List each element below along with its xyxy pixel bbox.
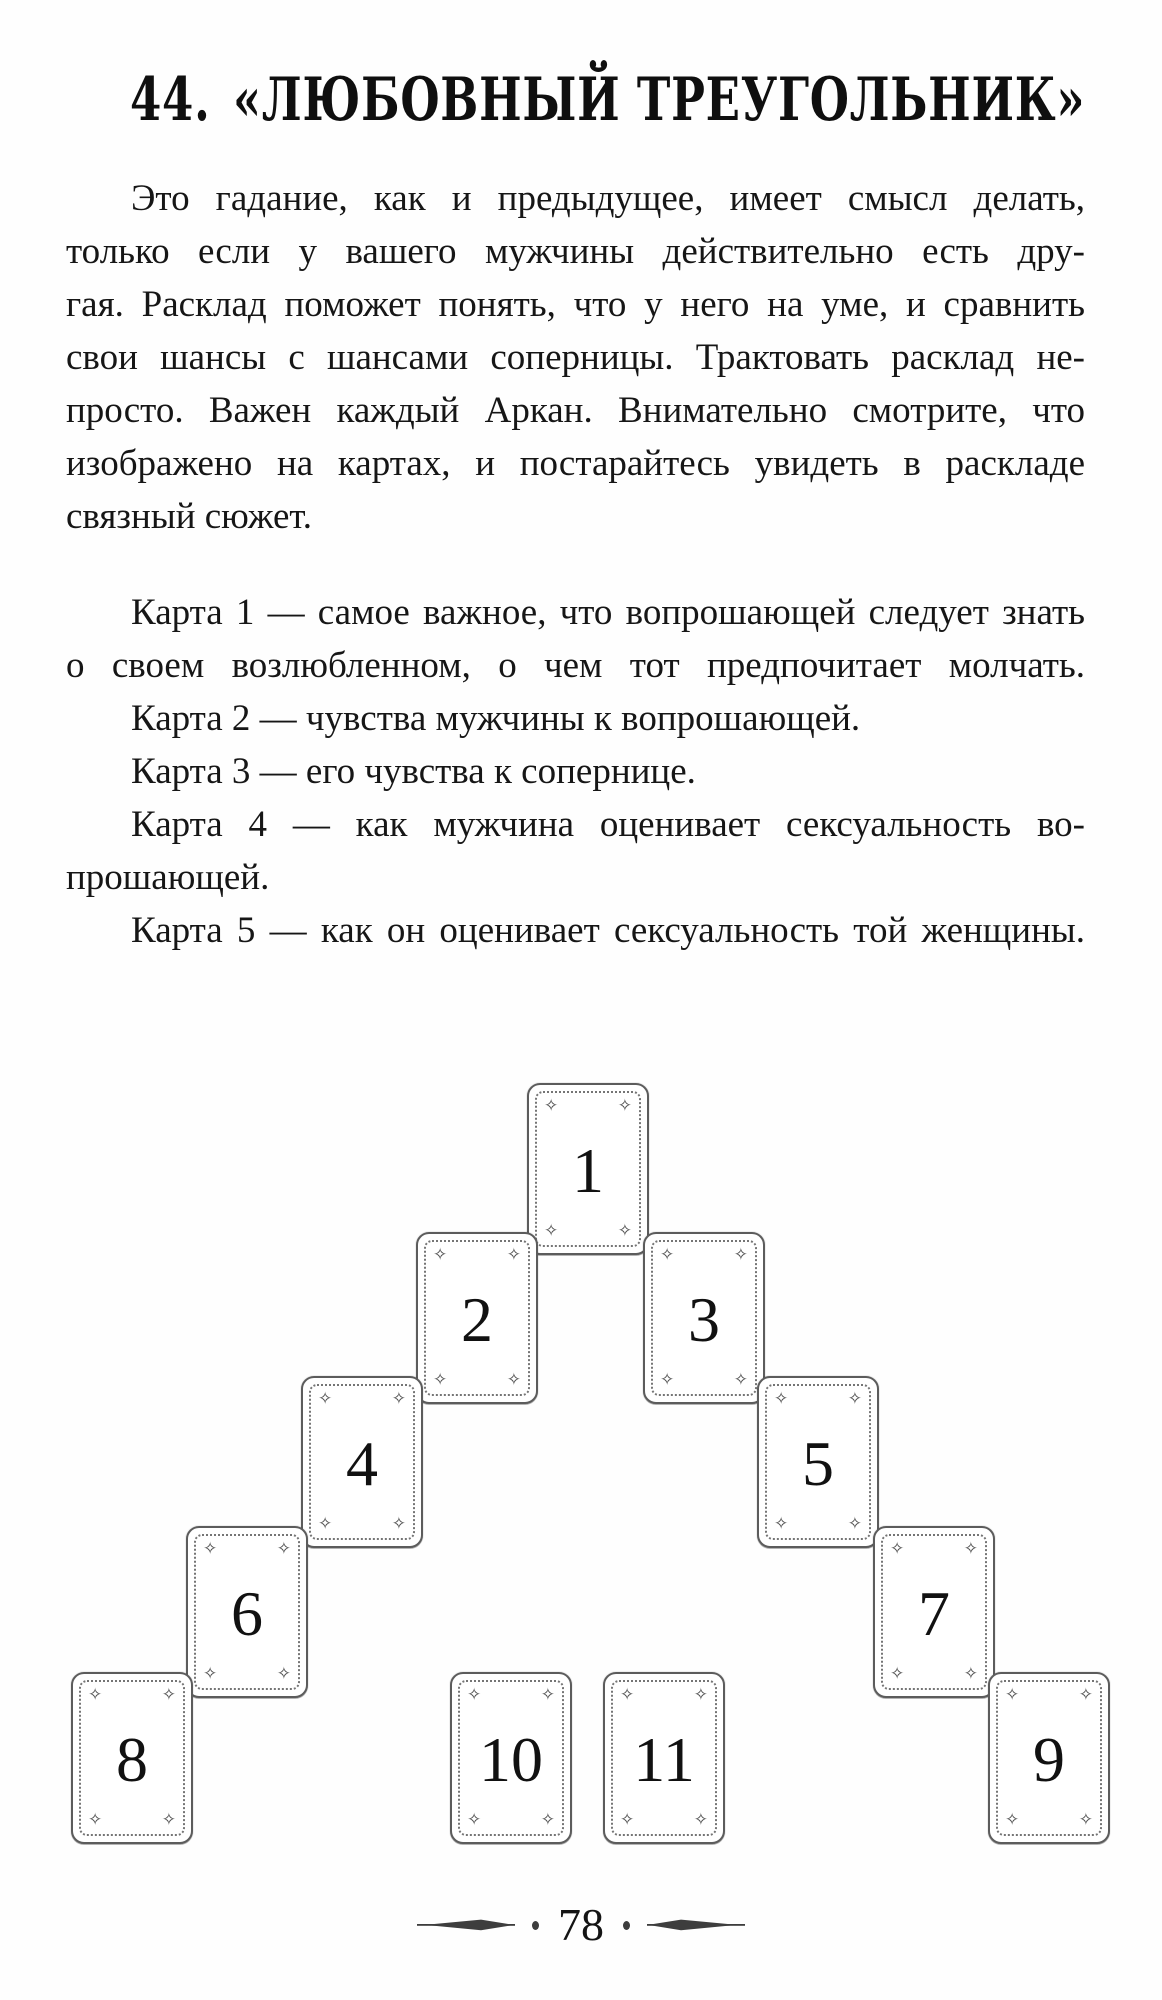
card-number: 6 (231, 1578, 263, 1649)
sparkle-icon: ✧ (88, 1810, 103, 1830)
sparkle-icon: ✧ (391, 1389, 406, 1409)
text-line: просто. Важен каждый Аркан. Внимательно смотрите, что (66, 390, 1085, 431)
legend-line: Карта 1 — самое важное, что вопрошающей следует знать (131, 592, 1085, 633)
sparkle-icon: ✧ (506, 1245, 521, 1265)
sparkle-icon: ✧ (660, 1370, 675, 1390)
text-line: гая. Расклад поможет понять, что у него на уме, и сравнить (66, 284, 1085, 325)
text-line: свои шансы с шансами соперницы. Трактовать расклад не- (66, 337, 1085, 378)
sparkle-icon: ✧ (693, 1685, 708, 1705)
sparkle-icon: ✧ (733, 1245, 748, 1265)
sparkle-icon: ✧ (1078, 1685, 1093, 1705)
sparkle-icon: ✧ (733, 1370, 748, 1390)
card-8 (71, 1672, 193, 1844)
sparkle-icon: ✧ (847, 1389, 862, 1409)
sparkle-icon: ✧ (544, 1221, 559, 1241)
sparkle-icon: ✧ (88, 1685, 103, 1705)
text-line: Это гадание, как и предыдущее, имеет смысл делать, (131, 178, 1085, 219)
sparkle-icon: ✧ (693, 1810, 708, 1830)
sparkle-icon: ✧ (890, 1539, 905, 1559)
sparkle-icon: ✧ (318, 1514, 333, 1534)
legend-line: Карта 5 — как он оценивает сексуальность той женщины. (131, 910, 1085, 951)
card-5 (757, 1376, 879, 1548)
card-10 (450, 1672, 572, 1844)
sparkle-icon: ✧ (1005, 1810, 1020, 1830)
sparkle-icon: ✧ (617, 1221, 632, 1241)
sparkle-icon: ✧ (540, 1685, 555, 1705)
legend-line: Карта 2 — чувства мужчины к вопрошающей. (131, 698, 861, 739)
card-number: 9 (1033, 1724, 1065, 1795)
card-7 (873, 1526, 995, 1698)
card-number: 2 (461, 1284, 493, 1355)
sparkle-icon: ✧ (467, 1810, 482, 1830)
card-number: 5 (802, 1428, 834, 1499)
footer-ornament-left-icon (417, 1917, 517, 1933)
card-11 (603, 1672, 725, 1844)
section-number: 44. (130, 65, 211, 135)
sparkle-icon: ✧ (544, 1096, 559, 1116)
card-3 (643, 1232, 765, 1404)
footer-ornament-right-icon (645, 1917, 745, 1933)
sparkle-icon: ✧ (660, 1245, 675, 1265)
sparkle-icon: ✧ (1005, 1685, 1020, 1705)
sparkle-icon: ✧ (963, 1664, 978, 1684)
sparkle-icon: ✧ (620, 1810, 635, 1830)
sparkle-icon: ✧ (161, 1810, 176, 1830)
card-number: 1 (572, 1135, 604, 1206)
legend-line: Карта 3 — его чувства к сопернице. (131, 751, 696, 792)
card-number: 8 (116, 1724, 148, 1795)
intro-paragraph (66, 172, 1085, 543)
sparkle-icon: ✧ (774, 1514, 789, 1534)
card-6 (186, 1526, 308, 1698)
sparkle-icon: ✧ (276, 1539, 291, 1559)
card-4 (301, 1376, 423, 1548)
card-1 (527, 1083, 649, 1255)
text-line: связный сюжет. (66, 496, 313, 537)
legend-line: Карта 4 — как мужчина оценивает сексуальность во- (131, 804, 1085, 845)
sparkle-icon: ✧ (391, 1514, 406, 1534)
sparkle-icon: ✧ (847, 1514, 862, 1534)
sparkle-icon: ✧ (617, 1096, 632, 1116)
section-title (130, 65, 1086, 135)
card-legend (66, 586, 1085, 957)
sparkle-icon: ✧ (1078, 1810, 1093, 1830)
sparkle-icon: ✧ (318, 1389, 333, 1409)
card-2 (416, 1232, 538, 1404)
sparkle-icon: ✧ (890, 1664, 905, 1684)
legend-line: о своем возлюбленном, о чем тот предпочитает молчать. (66, 645, 1085, 686)
sparkle-icon: ✧ (276, 1664, 291, 1684)
sparkle-icon: ✧ (506, 1370, 521, 1390)
text-line: только если у вашего мужчины действительно есть дру- (66, 231, 1085, 272)
sparkle-icon: ✧ (433, 1370, 448, 1390)
section-name: «ЛЮБОВНЫЙ ТРЕУГОЛЬНИК» (233, 65, 1086, 135)
legend-line: прошающей. (66, 857, 270, 898)
card-number: 10 (479, 1724, 543, 1795)
page-footer (0, 1899, 1162, 1950)
sparkle-icon: ✧ (467, 1685, 482, 1705)
card-number: 3 (688, 1284, 720, 1355)
footer-dot-icon (623, 1921, 630, 1930)
sparkle-icon: ✧ (203, 1664, 218, 1684)
sparkle-icon: ✧ (540, 1810, 555, 1830)
sparkle-icon: ✧ (161, 1685, 176, 1705)
sparkle-icon: ✧ (433, 1245, 448, 1265)
sparkle-icon: ✧ (963, 1539, 978, 1559)
sparkle-icon: ✧ (203, 1539, 218, 1559)
card-9 (988, 1672, 1110, 1844)
sparkle-icon: ✧ (620, 1685, 635, 1705)
card-number: 4 (346, 1428, 378, 1499)
card-number: 11 (633, 1724, 695, 1795)
page-number: 78 (558, 1899, 604, 1950)
footer-dot-icon (532, 1921, 539, 1930)
text-line: изображено на картах, и постарайтесь увидеть в раскладе (66, 443, 1085, 484)
sparkle-icon: ✧ (774, 1389, 789, 1409)
card-number: 7 (918, 1578, 950, 1649)
